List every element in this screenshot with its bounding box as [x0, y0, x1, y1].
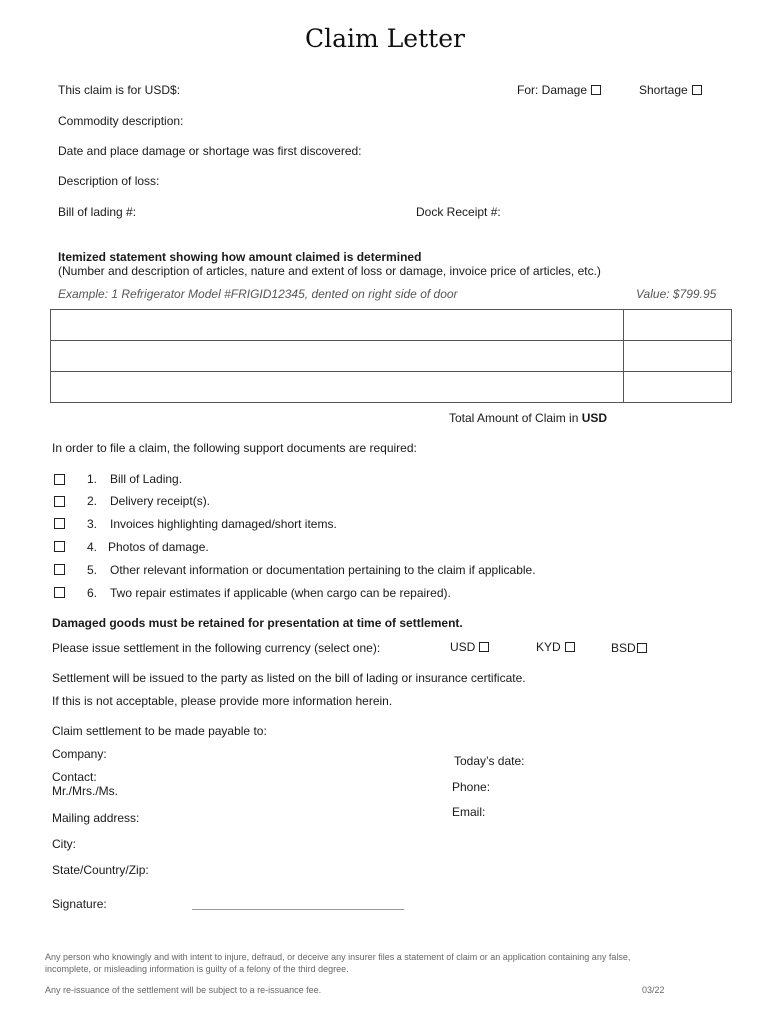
description-loss-label: Description of loss:	[58, 174, 160, 188]
item-value-cell[interactable]	[624, 310, 732, 341]
item-value-cell[interactable]	[624, 341, 732, 372]
total-claim	[449, 411, 607, 425]
company-label: Company:	[52, 747, 107, 761]
currency-prompt: Please issue settlement in the following currency (select one):	[52, 641, 381, 655]
table-row	[51, 372, 732, 403]
phone-label: Phone:	[452, 780, 491, 794]
reissuance-fee-notice: Any re-issuance of the settlement will be subject to a re-issuance fee.	[45, 985, 322, 995]
date-place-label: Date and place damage or shortage was first discovered:	[58, 144, 362, 158]
example-value: Value: $799.95	[636, 287, 717, 301]
document-item: Two repair estimates if applicable (when cargo can be repaired).	[110, 586, 451, 600]
table-row	[51, 341, 732, 372]
usd-checkbox[interactable]	[479, 642, 489, 652]
document-number: 5.	[87, 563, 98, 577]
itemized-heading: Itemized statement showing how amount claimed is determined	[58, 250, 422, 264]
example-text: Example: 1 Refrigerator Model #FRIGID12345, dented on right side of door	[58, 287, 458, 301]
commodity-label: Commodity description:	[58, 114, 184, 128]
salutation-label: Mr./Mrs./Ms.	[52, 784, 118, 798]
itemized-subheading: (Number and description of articles, nature and extent of loss or damage, invoice price of articles, etc.)	[58, 264, 601, 278]
damage-label: For: Damage	[517, 83, 588, 97]
contact-label: Contact:	[52, 770, 97, 784]
support-documents-intro: In order to file a claim, the following support documents are required:	[52, 441, 417, 455]
document-item: Invoices highlighting damaged/short items.	[110, 517, 337, 531]
total-currency: USD	[581, 411, 608, 425]
currency-option-usd	[450, 640, 489, 654]
total-claim-label: Total Amount of Claim in	[449, 411, 582, 425]
retained-notice: Damaged goods must be retained for presentation at time of settlement.	[52, 616, 463, 630]
damage-checkbox[interactable]	[591, 85, 601, 95]
itemized-table	[50, 309, 732, 403]
form-version: 03/22	[642, 985, 665, 995]
item-description-cell[interactable]	[51, 372, 624, 403]
table-row	[51, 310, 732, 341]
damage-option	[517, 83, 601, 97]
mailing-address-label: Mailing address:	[52, 811, 140, 825]
document-number: 3.	[87, 517, 98, 531]
document-item: Delivery receipt(s).	[110, 494, 211, 508]
document-item: Photos of damage.	[108, 540, 209, 554]
state-country-zip-label: State/Country/Zip:	[52, 863, 149, 877]
document-checkbox[interactable]	[54, 474, 65, 485]
payable-to-label: Claim settlement to be made payable to:	[52, 724, 267, 738]
document-checkbox[interactable]	[54, 564, 65, 575]
todays-date-label: Today’s date:	[454, 754, 525, 768]
bill-of-lading-label: Bill of lading #:	[58, 205, 137, 219]
document-number: 2.	[87, 494, 98, 508]
shortage-label: Shortage	[639, 83, 688, 97]
disclaimer-line-2: incomplete, or misleading information is guilty of a felony of the third degree.	[45, 964, 349, 974]
shortage-option	[639, 83, 702, 97]
document-item: Other relevant information or documentation pertaining to the claim if applicable.	[110, 563, 536, 577]
document-checkbox[interactable]	[54, 541, 65, 552]
settlement-party-text: Settlement will be issued to the party as listed on the bill of lading or insurance certificate.	[52, 671, 526, 685]
shortage-checkbox[interactable]	[692, 85, 702, 95]
not-acceptable-text: If this is not acceptable, please provide more information herein.	[52, 694, 393, 708]
document-title: Claim Letter	[305, 24, 465, 53]
signature-label: Signature:	[52, 897, 107, 911]
kyd-checkbox[interactable]	[565, 642, 575, 652]
item-description-cell[interactable]	[51, 310, 624, 341]
document-number: 6.	[87, 586, 98, 600]
currency-option-kyd	[536, 640, 575, 654]
currency-label: BSD	[611, 641, 636, 655]
currency-label: KYD	[536, 640, 561, 654]
item-value-cell[interactable]	[624, 372, 732, 403]
claim-amount-label: This claim is for USD$:	[58, 83, 181, 97]
currency-option-bsd	[611, 641, 647, 655]
currency-label: USD	[450, 640, 476, 654]
item-description-cell[interactable]	[51, 341, 624, 372]
document-number: 1.	[87, 472, 98, 486]
disclaimer-line-1: Any person who knowingly and with intent to injure, defraud, or deceive any insurer files a statement of claim or an application containing any false,	[45, 952, 631, 962]
dock-receipt-label: Dock Receipt #:	[416, 205, 501, 219]
document-item: Bill of Lading.	[110, 472, 183, 486]
city-label: City:	[52, 837, 76, 851]
document-checkbox[interactable]	[54, 587, 65, 598]
document-number: 4.	[87, 540, 98, 554]
bsd-checkbox[interactable]	[637, 643, 647, 653]
signature-line[interactable]	[192, 909, 404, 910]
document-checkbox[interactable]	[54, 518, 65, 529]
document-checkbox[interactable]	[54, 496, 65, 507]
email-label: Email:	[452, 805, 486, 819]
